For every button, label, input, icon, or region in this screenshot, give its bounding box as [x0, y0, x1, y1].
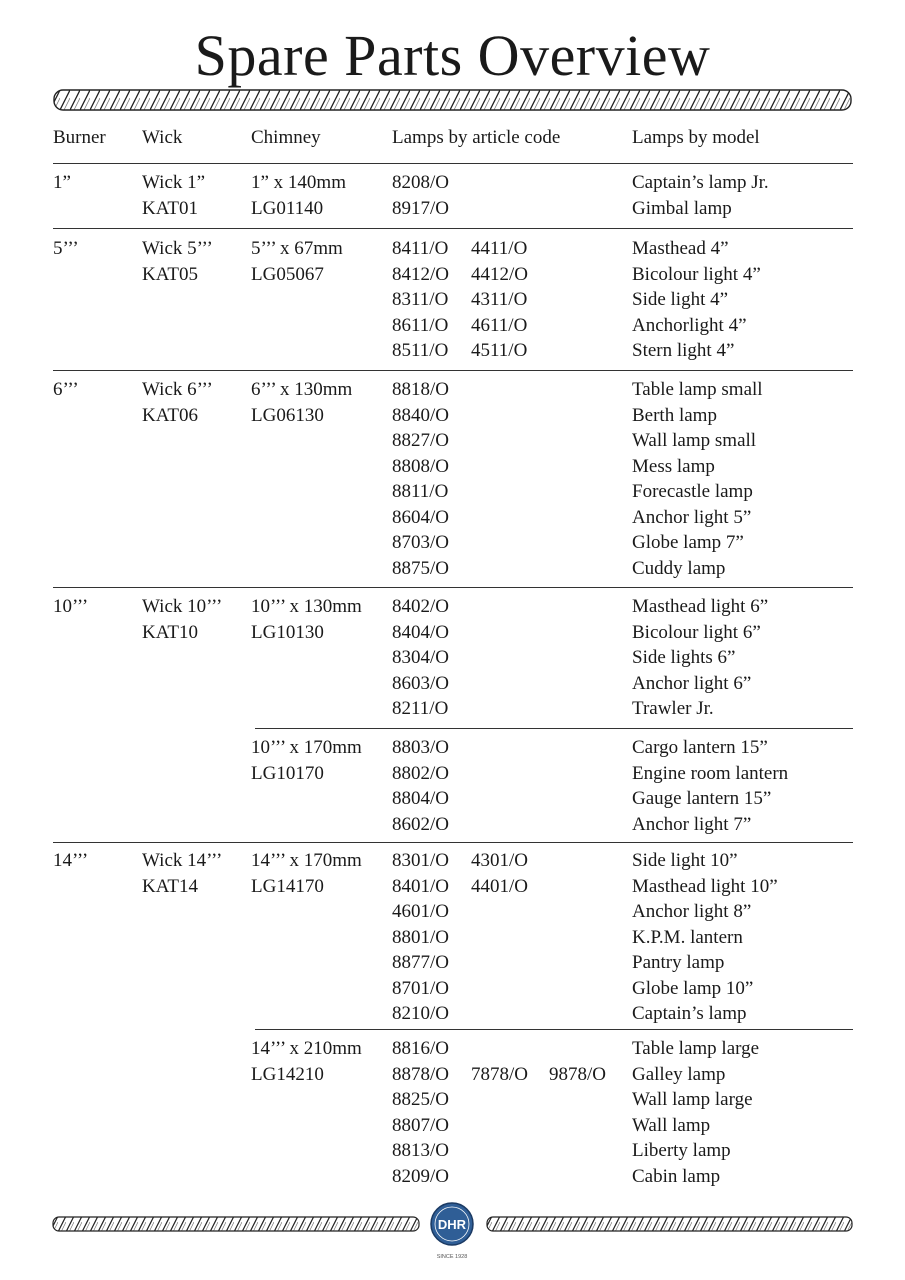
article-codes-alt: 4411/O 4412/O 4311/O 4611/O 4511/O	[471, 238, 528, 361]
lamp-models: Side light 10” Masthead light 10” Anchor light 8” K.P.M. lantern Pantry lamp Globe lamp 10” Captain’s lamp	[632, 850, 778, 1024]
subsection-divider	[255, 1029, 853, 1030]
article-codes: 8301/O 8401/O 4601/O 8801/O 8877/O 8701/O 8210/O	[392, 850, 449, 1024]
wick-spec: Wick 5’’’ KAT05	[142, 238, 213, 285]
subsection-divider	[255, 728, 853, 729]
section-divider	[53, 587, 853, 588]
header-article-code: Lamps by article code	[392, 127, 561, 148]
lamp-models: Masthead 4” Bicolour light 4” Side light 4” Anchorlight 4” Stern light 4”	[632, 238, 761, 361]
logo-tagline: SINCE 1928	[436, 1254, 468, 1260]
chimney-spec: 10’’’ x 170mm LG10170	[251, 737, 362, 784]
header-burner: Burner	[53, 127, 106, 148]
chimney-spec: 5’’’ x 67mm LG05067	[251, 238, 343, 285]
lamp-models: Masthead light 6” Bicolour light 6” Side lights 6” Anchor light 6” Trawler Jr.	[632, 596, 769, 719]
section-divider	[53, 842, 853, 843]
article-codes-alt: 4301/O 4401/O	[471, 850, 528, 897]
chimney-spec: 14’’’ x 210mm LG14210	[251, 1038, 362, 1085]
chimney-spec: 14’’’ x 170mm LG14170	[251, 850, 362, 897]
rope-divider-bottom-right	[484, 1215, 855, 1233]
header-wick: Wick	[142, 127, 183, 148]
rope-divider-top	[50, 88, 855, 112]
header-chimney: Chimney	[251, 127, 321, 148]
chimney-spec: 6’’’ x 130mm LG06130	[251, 379, 353, 426]
article-codes: 8818/O 8840/O 8827/O 8808/O 8811/O 8604/O 8703/O 8875/O	[392, 379, 449, 579]
rope-divider-bottom-left	[50, 1215, 422, 1233]
article-codes: 8402/O 8404/O 8304/O 8603/O 8211/O	[392, 596, 449, 719]
wick-spec: Wick 6’’’ KAT06	[142, 379, 213, 426]
burner-size: 1”	[53, 172, 71, 193]
article-codes: 8208/O 8917/O	[392, 172, 449, 219]
burner-size: 5’’’	[53, 238, 79, 259]
page-title: Spare Parts Overview	[194, 23, 711, 88]
wick-spec: Wick 10’’’ KAT10	[142, 596, 223, 643]
lamp-models: Captain’s lamp Jr. Gimbal lamp	[632, 172, 769, 219]
section-divider	[53, 370, 853, 371]
burner-size: 14’’’	[53, 850, 89, 871]
lamp-models: Cargo lantern 15” Engine room lantern Gauge lantern 15” Anchor light 7”	[632, 737, 789, 835]
wick-spec: Wick 14’’’ KAT14	[142, 850, 223, 897]
chimney-spec: 1” x 140mm LG01140	[251, 172, 346, 219]
article-codes-alt: 9878/O	[549, 1063, 606, 1085]
burner-size: 10’’’	[53, 596, 89, 617]
header-divider	[53, 163, 853, 164]
section-divider	[53, 228, 853, 229]
chimney-spec: 10’’’ x 130mm LG10130	[251, 596, 362, 643]
article-codes: 8803/O 8802/O 8804/O 8602/O	[392, 737, 449, 835]
burner-size: 6’’’	[53, 379, 79, 400]
article-codes: 8411/O 8412/O 8311/O 8611/O 8511/O	[392, 238, 449, 361]
header-model: Lamps by model	[632, 127, 760, 148]
logo-text: DHR	[437, 1217, 467, 1232]
article-codes-alt: 7878/O	[471, 1063, 528, 1085]
wick-spec: Wick 1” KAT01	[142, 172, 206, 219]
dhr-logo	[428, 1200, 476, 1264]
lamp-models: Table lamp small Berth lamp Wall lamp small Mess lamp Forecastle lamp Anchor light 5” Globe lamp 7” Cuddy lamp	[632, 379, 763, 579]
article-codes: 8816/O 8878/O 8825/O 8807/O 8813/O 8209/O	[392, 1038, 449, 1187]
lamp-models: Table lamp large Galley lamp Wall lamp large Wall lamp Liberty lamp Cabin lamp	[632, 1038, 760, 1187]
